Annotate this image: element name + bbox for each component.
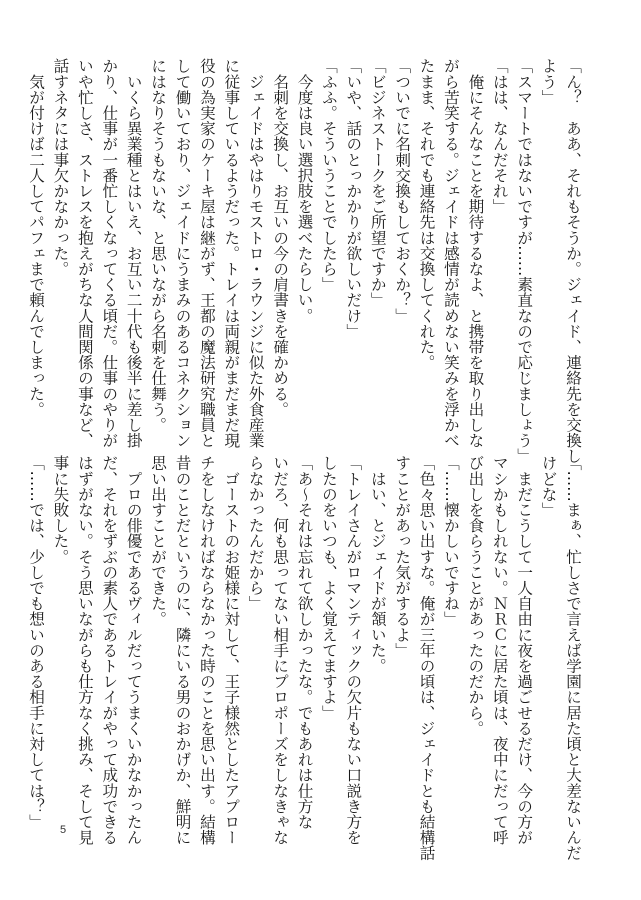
lower-text-block xyxy=(27,455,585,861)
text-line: 「ついでに名刺交換もしておくか？」 xyxy=(393,58,412,324)
text-line: 「ふふ。そういうことでしたら」 xyxy=(319,58,338,292)
text-line: マシかもしれない。ＮＲＣに居た頃は、夜中にだって呼 xyxy=(490,455,509,845)
page-number: 5 xyxy=(60,824,67,836)
text-line: いだろ、何も思ってない相手にプロポーズをしなきゃな xyxy=(271,455,290,845)
text-line: ジェイドはやはりモストロ・ラウンジに似た外食産業 xyxy=(246,58,265,448)
text-line: はい、とジェイドが頷いた。 xyxy=(368,455,387,674)
text-line: すことがあった気がするよ」 xyxy=(393,455,412,658)
text-line: 「トレイさんがロマンティックの欠片もない口説き方を xyxy=(344,455,363,845)
text-line: いくら異業種とはいえ、お互い二十代も後半に差し掛 xyxy=(124,58,143,448)
text-line: はずがない。そう思いながらも仕方なく挑み、そして見 xyxy=(75,455,94,845)
text-line: 気が付けば二人してパフェまで頼んでしまった。 xyxy=(27,58,46,417)
text-line: だ、それをずぶの素人であるトレイがやって成功できる xyxy=(100,455,119,845)
text-line: 「色々思い出すな。俺が三年の頃は、ジェイドとも結構話 xyxy=(417,455,436,861)
text-line: 役の為実家のケーキ屋は継がず、王都の魔法研究職員と xyxy=(197,58,216,448)
text-line: 話すネタには事欠かなかった。 xyxy=(51,58,70,277)
text-line: 「あ～それは忘れて欲しかったな。でもあれは仕方な xyxy=(295,455,314,830)
text-line: かり、仕事が一番忙しくなってくる頃だ。仕事のやりが xyxy=(100,58,119,448)
text-line: らなかったんだから」 xyxy=(246,455,265,611)
text-line: 「……懐かしいですね」 xyxy=(441,455,460,627)
text-line: び出しを食らうことがあったのだから。 xyxy=(466,455,485,736)
text-line: 「……まぁ、忙しさで言えば学園に居た頃と大差ないんだ xyxy=(564,455,582,861)
text-line: チをしなければならなかった時のことを思い出す。結構 xyxy=(197,455,216,845)
text-line: たまま、それでも連絡先は交換してくれた。 xyxy=(417,58,436,370)
text-line: 俺にそんなことを期待するなよ、と携帯を取り出しな xyxy=(466,58,485,448)
text-line: にはなりそうもないな、と思いながら名刺を仕舞う。 xyxy=(149,58,168,433)
text-line: 「いや、話のとっかかりが欲しいだけ」 xyxy=(344,58,363,339)
upper-text-block xyxy=(27,58,585,464)
text-line: 思い出すことができた。 xyxy=(149,455,168,627)
text-line: に従事しているようだった。トレイは両親がまだまだ現 xyxy=(222,58,241,448)
text-line: 「ん？ ああ、それもそうか。ジェイド、連絡先を交換し xyxy=(564,58,582,464)
text-line: 昔のことだというのに、隣にいる男のおかげか、鮮明に xyxy=(173,455,192,845)
text-line: プロの俳優であるヴィルだってうまくいかなかったん xyxy=(124,455,143,845)
text-line: 「……では、少しでも想いのある相手に対しては？」 xyxy=(27,455,46,830)
text-line: 名刺を交換し、お互いの今の肩書きを確かめる。 xyxy=(271,58,290,417)
text-line: がら苦笑する。ジェイドは感情が読めない笑みを浮かべ xyxy=(441,58,460,448)
text-line: けどな」 xyxy=(539,455,558,518)
text-line: 事に失敗した。 xyxy=(51,455,70,565)
text-line: 今度は良い選択肢を選べたらしい。 xyxy=(295,58,314,324)
text-line: ゴーストのお姫様に対して、王子様然としたアプロー xyxy=(222,455,241,845)
text-line: したのをいつも、よく覚えてますよ」 xyxy=(319,455,338,721)
text-line: よう」 xyxy=(539,58,558,105)
text-line: して働いており、ジェイドにうまみのあるコネクション xyxy=(173,58,192,448)
text-line: まだこうして一人自由に夜を過ごせるだけ、今の方が xyxy=(515,455,534,845)
text-line: 「はは、なんだそれ」 xyxy=(490,58,509,214)
text-line: いや忙しさ、ストレスを抱えがちな人間関係の事など、 xyxy=(75,58,94,448)
text-line: 「スマートではないですが……素直なので応じましょう」 xyxy=(515,58,534,464)
text-line: 「ビジネストークをご所望ですか」 xyxy=(368,58,387,308)
